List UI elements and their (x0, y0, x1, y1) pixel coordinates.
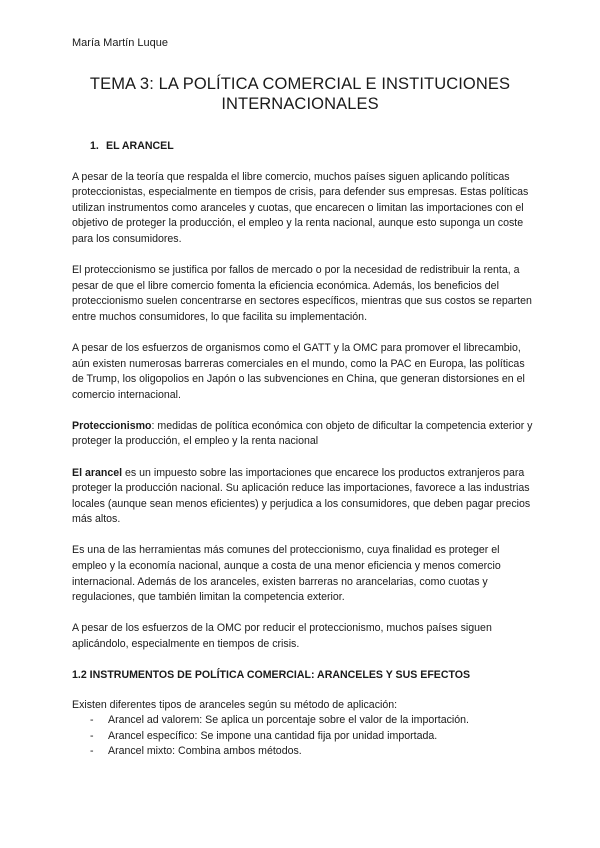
document-title: TEMA 3: LA POLÍTICA COMERCIAL E INSTITUCIONES INTERNACIONALES (89, 75, 511, 113)
dash-marker: - (90, 745, 94, 758)
paragraph-6: Es una de las herramientas más comunes del proteccionismo, cuya finalidad es proteger el empleo y la economía nacional, aunque a costa de una menor eficiencia y menos comercio internacional. Además de los aranceles, existen barreras no arancelarias, como cuotas y regulaciones, que también limitan la competencia exterior. (72, 544, 501, 604)
paragraph-definition-proteccionismo (72, 419, 534, 450)
list-item (72, 729, 534, 745)
definition-proteccionismo: : medidas de política económica con objeto de dificultar la competencia exterior y proteger la producción, el empleo y la renta nacional (72, 419, 533, 448)
section-title: EL ARANCEL (106, 140, 174, 152)
term-proteccionismo: Proteccionismo (72, 419, 152, 432)
dash-marker: - (90, 729, 94, 742)
section-number: 1. (90, 140, 99, 152)
section-heading-1 (72, 139, 534, 155)
term-arancel: El arancel (72, 466, 123, 479)
list-item-text: Arancel ad valorem: Se aplica un porcentaje sobre el valor de la importación. (108, 714, 469, 727)
tariff-types-list (72, 713, 534, 760)
definition-arancel: es un impuesto sobre las importaciones que encarece los productos extranjeros para proteger la producción nacional. Su aplicación reduce las importaciones, favorece a las industrias locales (aunque sean menos eficientes) y perjudica a los consumidores, que deben pagar precios más altos. (72, 466, 531, 526)
list-item-text: Arancel mixto: Combina ambos métodos. (108, 745, 302, 758)
document-body (72, 139, 534, 760)
paragraph-3: A pesar de los esfuerzos de organismos como el GATT y la OMC para promover el librecambio, aún existen numerosas barreras comerciales en el mundo, como la PAC en Europa, las políticas de Trump, los oligopolios en Japón o las subvenciones en China, que generan distorsiones en el comercio internacional. (72, 341, 525, 401)
author-name: María Martín Luque (72, 37, 168, 49)
paragraph-7: A pesar de los esfuerzos de la OMC por reducir el proteccionismo, muchos países siguen aplicándolo, especialmente en tiempos de crisis. (72, 622, 492, 650)
section-intro: Existen diferentes tipos de aranceles según su método de aplicación: (72, 698, 398, 711)
list-item-text: Arancel específico: Se impone una cantidad fija por unidad importada. (108, 729, 438, 742)
paragraph-2: El proteccionismo se justifica por fallos de mercado o por la necesidad de redistribuir la renta, a pesar de que el libre comercio fomenta la eficiencia económica. Además, los beneficios del proteccionismo suelen concentrarse en sectores específicos, mientras que sus costos se reparten entre muchos consumidores, lo que facilita su implementación. (72, 264, 532, 323)
list-item (72, 744, 534, 760)
dash-marker: - (90, 714, 94, 727)
list-item (72, 713, 534, 729)
paragraph-1: A pesar de la teoría que respalda el libre comercio, muchos países siguen aplicando políticas proteccionistas, especialmente en tiempos de crisis, para defender sus empresas. Estas políticas utilizan instrumentos como aranceles y cuotas, que encarecen o limitan las importaciones con el objetivo de proteger la producción, el empleo y la renta nacional, aunque esto suponga un coste para los consumidores. (72, 170, 529, 245)
section-heading-1-2: 1.2 INSTRUMENTOS DE POLÍTICA COMERCIAL: ARANCELES Y SUS EFECTOS (72, 668, 471, 681)
paragraph-definition-arancel (72, 466, 534, 528)
